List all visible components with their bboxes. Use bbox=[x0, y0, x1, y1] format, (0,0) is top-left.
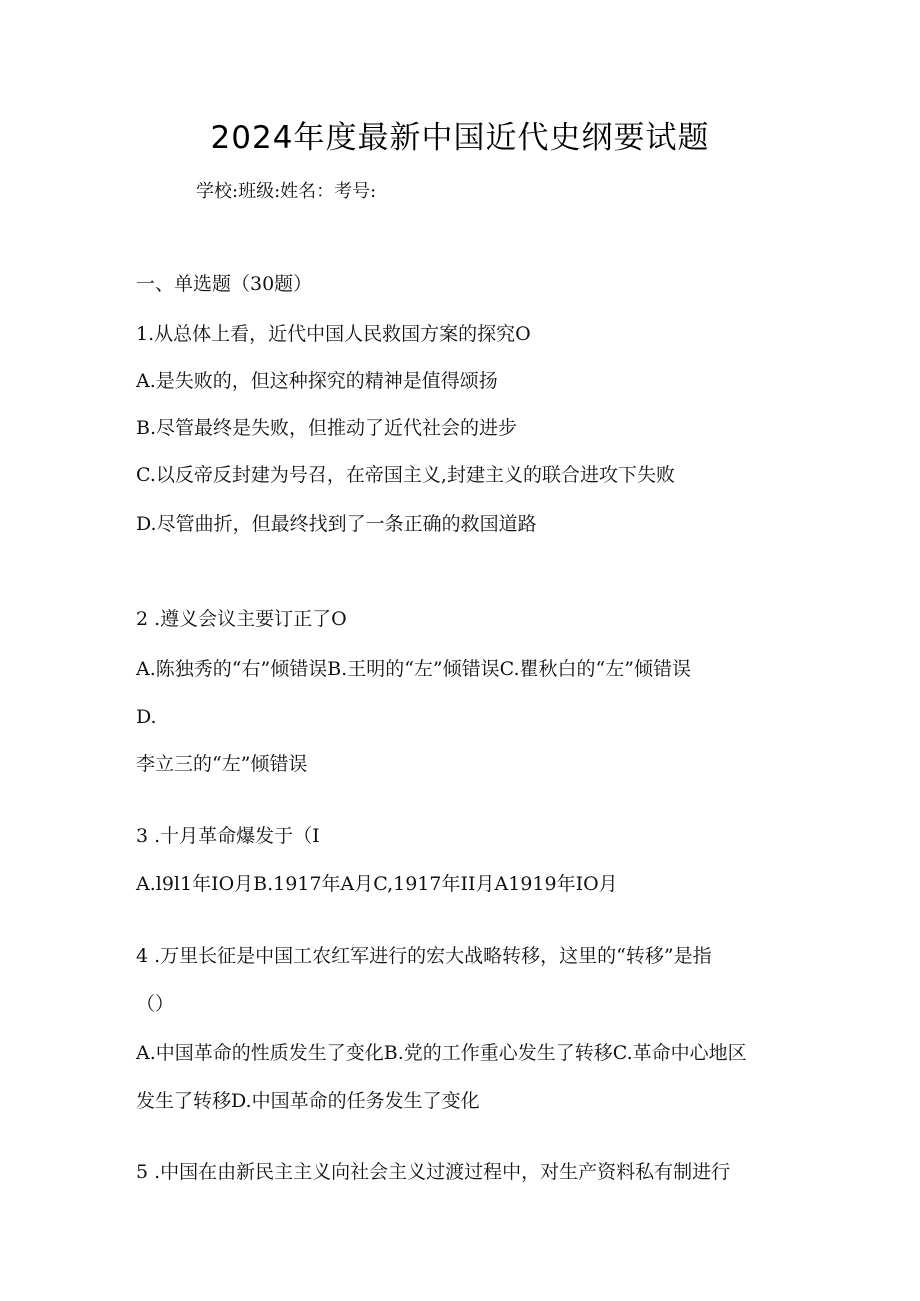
question-4-options-cd: 发生了转移D.中国革命的任务发生了变化 bbox=[136, 1090, 480, 1112]
question-3-options: A.l9l1年IO月B.1917年A月C,1917年II月A1919年IO月 bbox=[136, 873, 618, 895]
page-title: 2024年度最新中国近代史纲要试题 bbox=[210, 120, 710, 156]
question-1-option-c: C.以反帝反封建为号召，在帝国主义,封建主义的联合进攻下失败 bbox=[136, 464, 675, 486]
question-2-option-d-text: 李立三的“左”倾错误 bbox=[136, 753, 308, 775]
question-4-options-abc: A.中国革命的性质发生了变化B.党的工作重心发生了转移C.革命中心地区 bbox=[136, 1042, 747, 1064]
question-1-stem: 1.从总体上看，近代中国人民救国方案的探究O bbox=[136, 323, 531, 345]
question-1-option-b: B.尽管最终是失败，但推动了近代社会的进步 bbox=[136, 417, 518, 439]
question-1-option-a: A.是失败的，但这种探究的精神是值得颂扬 bbox=[136, 370, 498, 392]
question-2-options-abc: A.陈独秀的“右”倾错误B.王明的“左”倾错误C.瞿秋白的“左”倾错误 bbox=[136, 658, 691, 680]
student-info-line: 学校:班级:姓名：考号: bbox=[196, 181, 377, 202]
section-heading: 一、单选题（30题） bbox=[136, 273, 313, 295]
question-5-stem: 5 .中国在由新民主主义向社会主义过渡过程中，对生产资料私有制进行 bbox=[136, 1161, 731, 1183]
question-4-stem: 4 .万里长征是中国工农红军进行的宏大战略转移，这里的“转移”是指 bbox=[136, 945, 712, 967]
question-2-stem: 2 .遵义会议主要订正了O bbox=[136, 608, 347, 630]
question-1-option-d: D.尽管曲折，但最终找到了一条正确的救国道路 bbox=[136, 513, 537, 535]
question-2-option-d-label: D. bbox=[136, 706, 157, 728]
question-4-stem-continued: （） bbox=[136, 993, 175, 1015]
question-3-stem: 3 .十月革命爆发于（I bbox=[136, 825, 320, 847]
